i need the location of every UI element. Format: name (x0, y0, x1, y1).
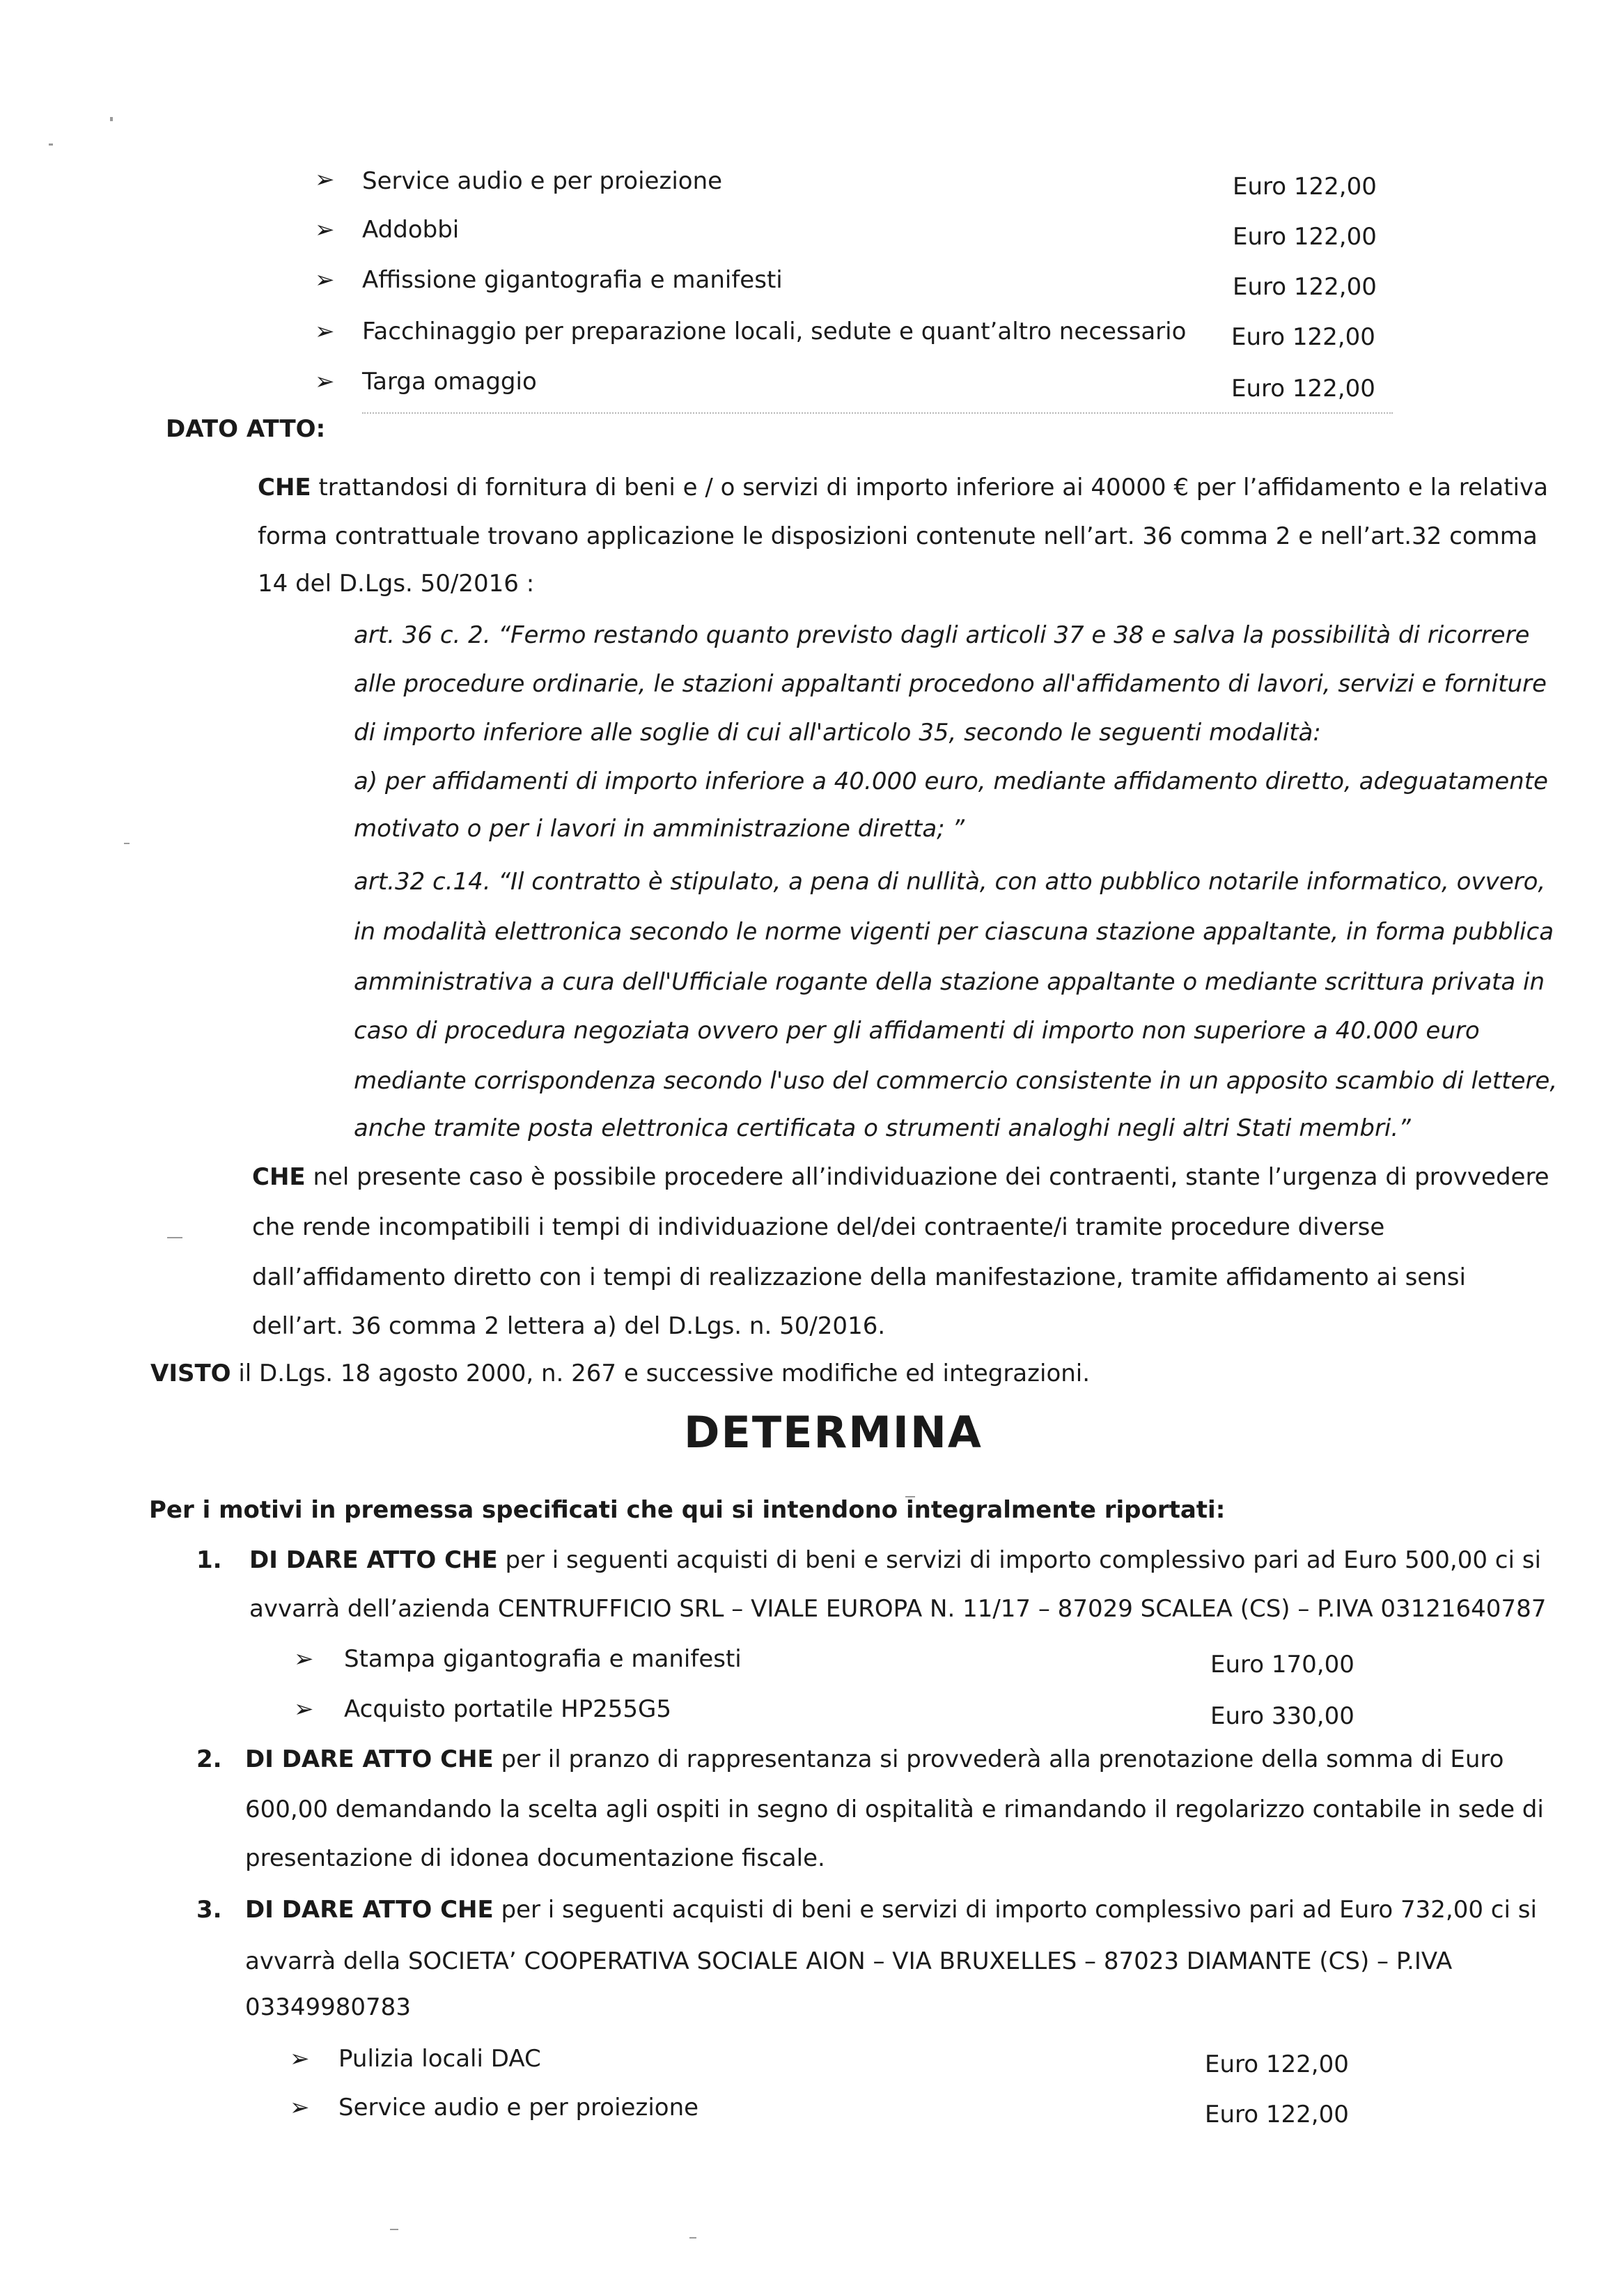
quote-line: di importo inferiore alle soglie di cui all'articolo 35, secondo le seguenti modalità: (354, 719, 1321, 747)
sub-item-label: Service audio e per proiezione (338, 2094, 699, 2122)
bullet-arrow-icon: ➢ (315, 216, 335, 244)
sub-item-label: Pulizia locali DAC (338, 2045, 541, 2073)
che-lead: CHE (258, 474, 311, 501)
scan-speck (49, 143, 53, 146)
bullet-arrow-icon: ➢ (290, 2094, 310, 2122)
scan-speck (167, 1237, 182, 1238)
dato-atto-paragraph-2-line (252, 1163, 1549, 1192)
paragraph-text: dell’art. 36 comma 2 lettera a) del D.Lgs. n. 50/2016. (252, 1312, 886, 1340)
item-text: presentazione di idonea documentazione fiscale. (245, 1844, 825, 1872)
quote-line: art.32 c.14. “Il contratto è stipulato, a pena di nullità, con atto pubblico notarile informatico, ovvero, (354, 868, 1546, 896)
determina-title: DETERMINA (684, 1407, 983, 1458)
list-item-amount: Euro 122,00 (1233, 173, 1377, 201)
item-first-line (249, 1546, 1541, 1575)
bullet-arrow-icon: ➢ (315, 266, 335, 294)
dato-atto-heading: DATO ATTO: (166, 415, 326, 443)
sub-item-amount: Euro 170,00 (1210, 1651, 1354, 1679)
list-item-label: Affissione gigantografia e manifesti (362, 266, 783, 294)
list-item-label: Addobbi (362, 216, 460, 244)
paragraph-text: forma contrattuale trovano applicazione le disposizioni contenute nell’art. 36 comma 2 e nell’art.32 comma (258, 522, 1538, 550)
item-text: 03349980783 (245, 1993, 411, 2021)
list-item-label: Facchinaggio per preparazione locali, sedute e quant’altro necessario (362, 318, 1187, 345)
item-text: 600,00 demandando la scelta agli ospiti in segno di ospitalità e rimandando il regolarizzo contabile in sede di (245, 1796, 1544, 1823)
scan-speck (689, 2237, 696, 2239)
item-lead: DI DARE ATTO CHE (249, 1546, 498, 1574)
bullet-arrow-icon: ➢ (290, 2045, 310, 2073)
sub-item-amount: Euro 330,00 (1210, 1702, 1354, 1730)
scan-speck (124, 843, 130, 844)
item-number: 1. (196, 1546, 222, 1574)
bullet-arrow-icon: ➢ (315, 318, 335, 345)
list-item-amount: Euro 122,00 (1233, 273, 1377, 301)
sub-item-label: Acquisto portatile HP255G5 (344, 1695, 672, 1723)
item-lead: DI DARE ATTO CHE (245, 1745, 494, 1773)
paragraph-text: dall’affidamento diretto con i tempi di realizzazione della manifestazione, tramite affidamento ai sensi (252, 1263, 1466, 1291)
list-item-amount: Euro 122,00 (1233, 223, 1377, 251)
quote-line: mediante corrispondenza secondo l'uso del commercio consistente in un apposito scambio di lettere, (354, 1067, 1558, 1095)
sub-item-amount: Euro 122,00 (1205, 2050, 1349, 2078)
bullet-arrow-icon: ➢ (294, 1695, 314, 1723)
bullet-arrow-icon: ➢ (294, 1645, 314, 1673)
item-text: avvarrà dell’azienda CENTRUFFICIO SRL – VIALE EUROPA N. 11/17 – 87029 SCALEA (CS) – P.IVA 03121640787 (249, 1595, 1547, 1623)
sub-item-label: Stampa gigantografia e manifesti (344, 1645, 742, 1673)
paragraph-text: nel presente caso è possibile procedere all’individuazione dei contraenti, stante l’urgenza di provvedere (305, 1163, 1549, 1191)
quote-line: caso di procedura negoziata ovvero per gli affidamenti di importo non superiore a 40.000 euro (354, 1017, 1480, 1045)
item-number: 3. (196, 1896, 222, 1924)
item-text: per il pranzo di rappresentanza si provvederà alla prenotazione della somma di Euro (493, 1745, 1504, 1773)
premessa-line: Per i motivi in premessa specificati che qui si intendono integralmente riportati: (149, 1496, 1226, 1524)
list-item-label: Targa omaggio (362, 368, 537, 396)
che-lead: CHE (252, 1163, 306, 1191)
item-text: per i seguenti acquisti di beni e servizi di importo complessivo pari ad Euro 500,00 ci si (497, 1546, 1541, 1574)
quote-line: a) per affidamenti di importo inferiore a 40.000 euro, mediante affidamento diretto, adeguatamente (354, 768, 1548, 795)
quote-line: amministrativa a cura dell'Ufficiale rogante della stazione appaltante o mediante scrittura privata in (354, 968, 1545, 996)
item-text: per i seguenti acquisti di beni e servizi di importo complessivo pari ad Euro 732,00 ci si (493, 1896, 1537, 1924)
paragraph-text: 14 del D.Lgs. 50/2016 : (258, 570, 535, 598)
quote-line: motivato o per i lavori in amministrazione diretta; ” (354, 815, 965, 843)
quote-line: anche tramite posta elettronica certificata o strumenti analoghi negli altri Stati membri.” (354, 1114, 1411, 1142)
sub-item-amount: Euro 122,00 (1205, 2101, 1349, 2128)
item-lead: DI DARE ATTO CHE (245, 1896, 494, 1924)
scan-speck (110, 117, 113, 121)
item-number: 2. (196, 1745, 222, 1773)
item-text: avvarrà della SOCIETA’ COOPERATIVA SOCIALE AION – VIA BRUXELLES – 87023 DIAMANTE (CS) – P.IVA (245, 1947, 1453, 1975)
quote-line: alle procedure ordinarie, le stazioni appaltanti procedono all'affidamento di lavori, servizi e forniture (354, 670, 1547, 698)
quote-line: in modalità elettronica secondo le norme vigenti per ciascuna stazione appaltante, in forma pubblica (354, 918, 1554, 946)
visto-text: il D.Lgs. 18 agosto 2000, n. 267 e successive modifiche ed integrazioni. (231, 1360, 1091, 1387)
list-item-label: Service audio e per proiezione (362, 167, 723, 195)
list-item-amount: Euro 122,00 (1231, 375, 1375, 403)
paragraph-text: che rende incompatibili i tempi di individuazione del/dei contraente/i tramite procedure diverse (252, 1213, 1385, 1241)
quote-line: art. 36 c. 2. “Fermo restando quanto previsto dagli articoli 37 e 38 e salva la possibilità di ricorrere (354, 621, 1530, 649)
item-first-line (245, 1745, 1504, 1774)
scan-speck (390, 2229, 398, 2230)
dotted-separator (362, 412, 1393, 414)
dato-atto-paragraph-1-line (258, 474, 1548, 502)
list-item-amount: Euro 122,00 (1231, 323, 1375, 351)
item-first-line (245, 1896, 1537, 1924)
visto-line (150, 1360, 1090, 1388)
paragraph-text: trattandosi di fornitura di beni e / o servizi di importo inferiore ai 40000 € per l’affidamento e la relativa (311, 474, 1548, 501)
bullet-arrow-icon: ➢ (315, 166, 335, 194)
bullet-arrow-icon: ➢ (315, 368, 335, 396)
visto-lead: VISTO (150, 1360, 231, 1387)
